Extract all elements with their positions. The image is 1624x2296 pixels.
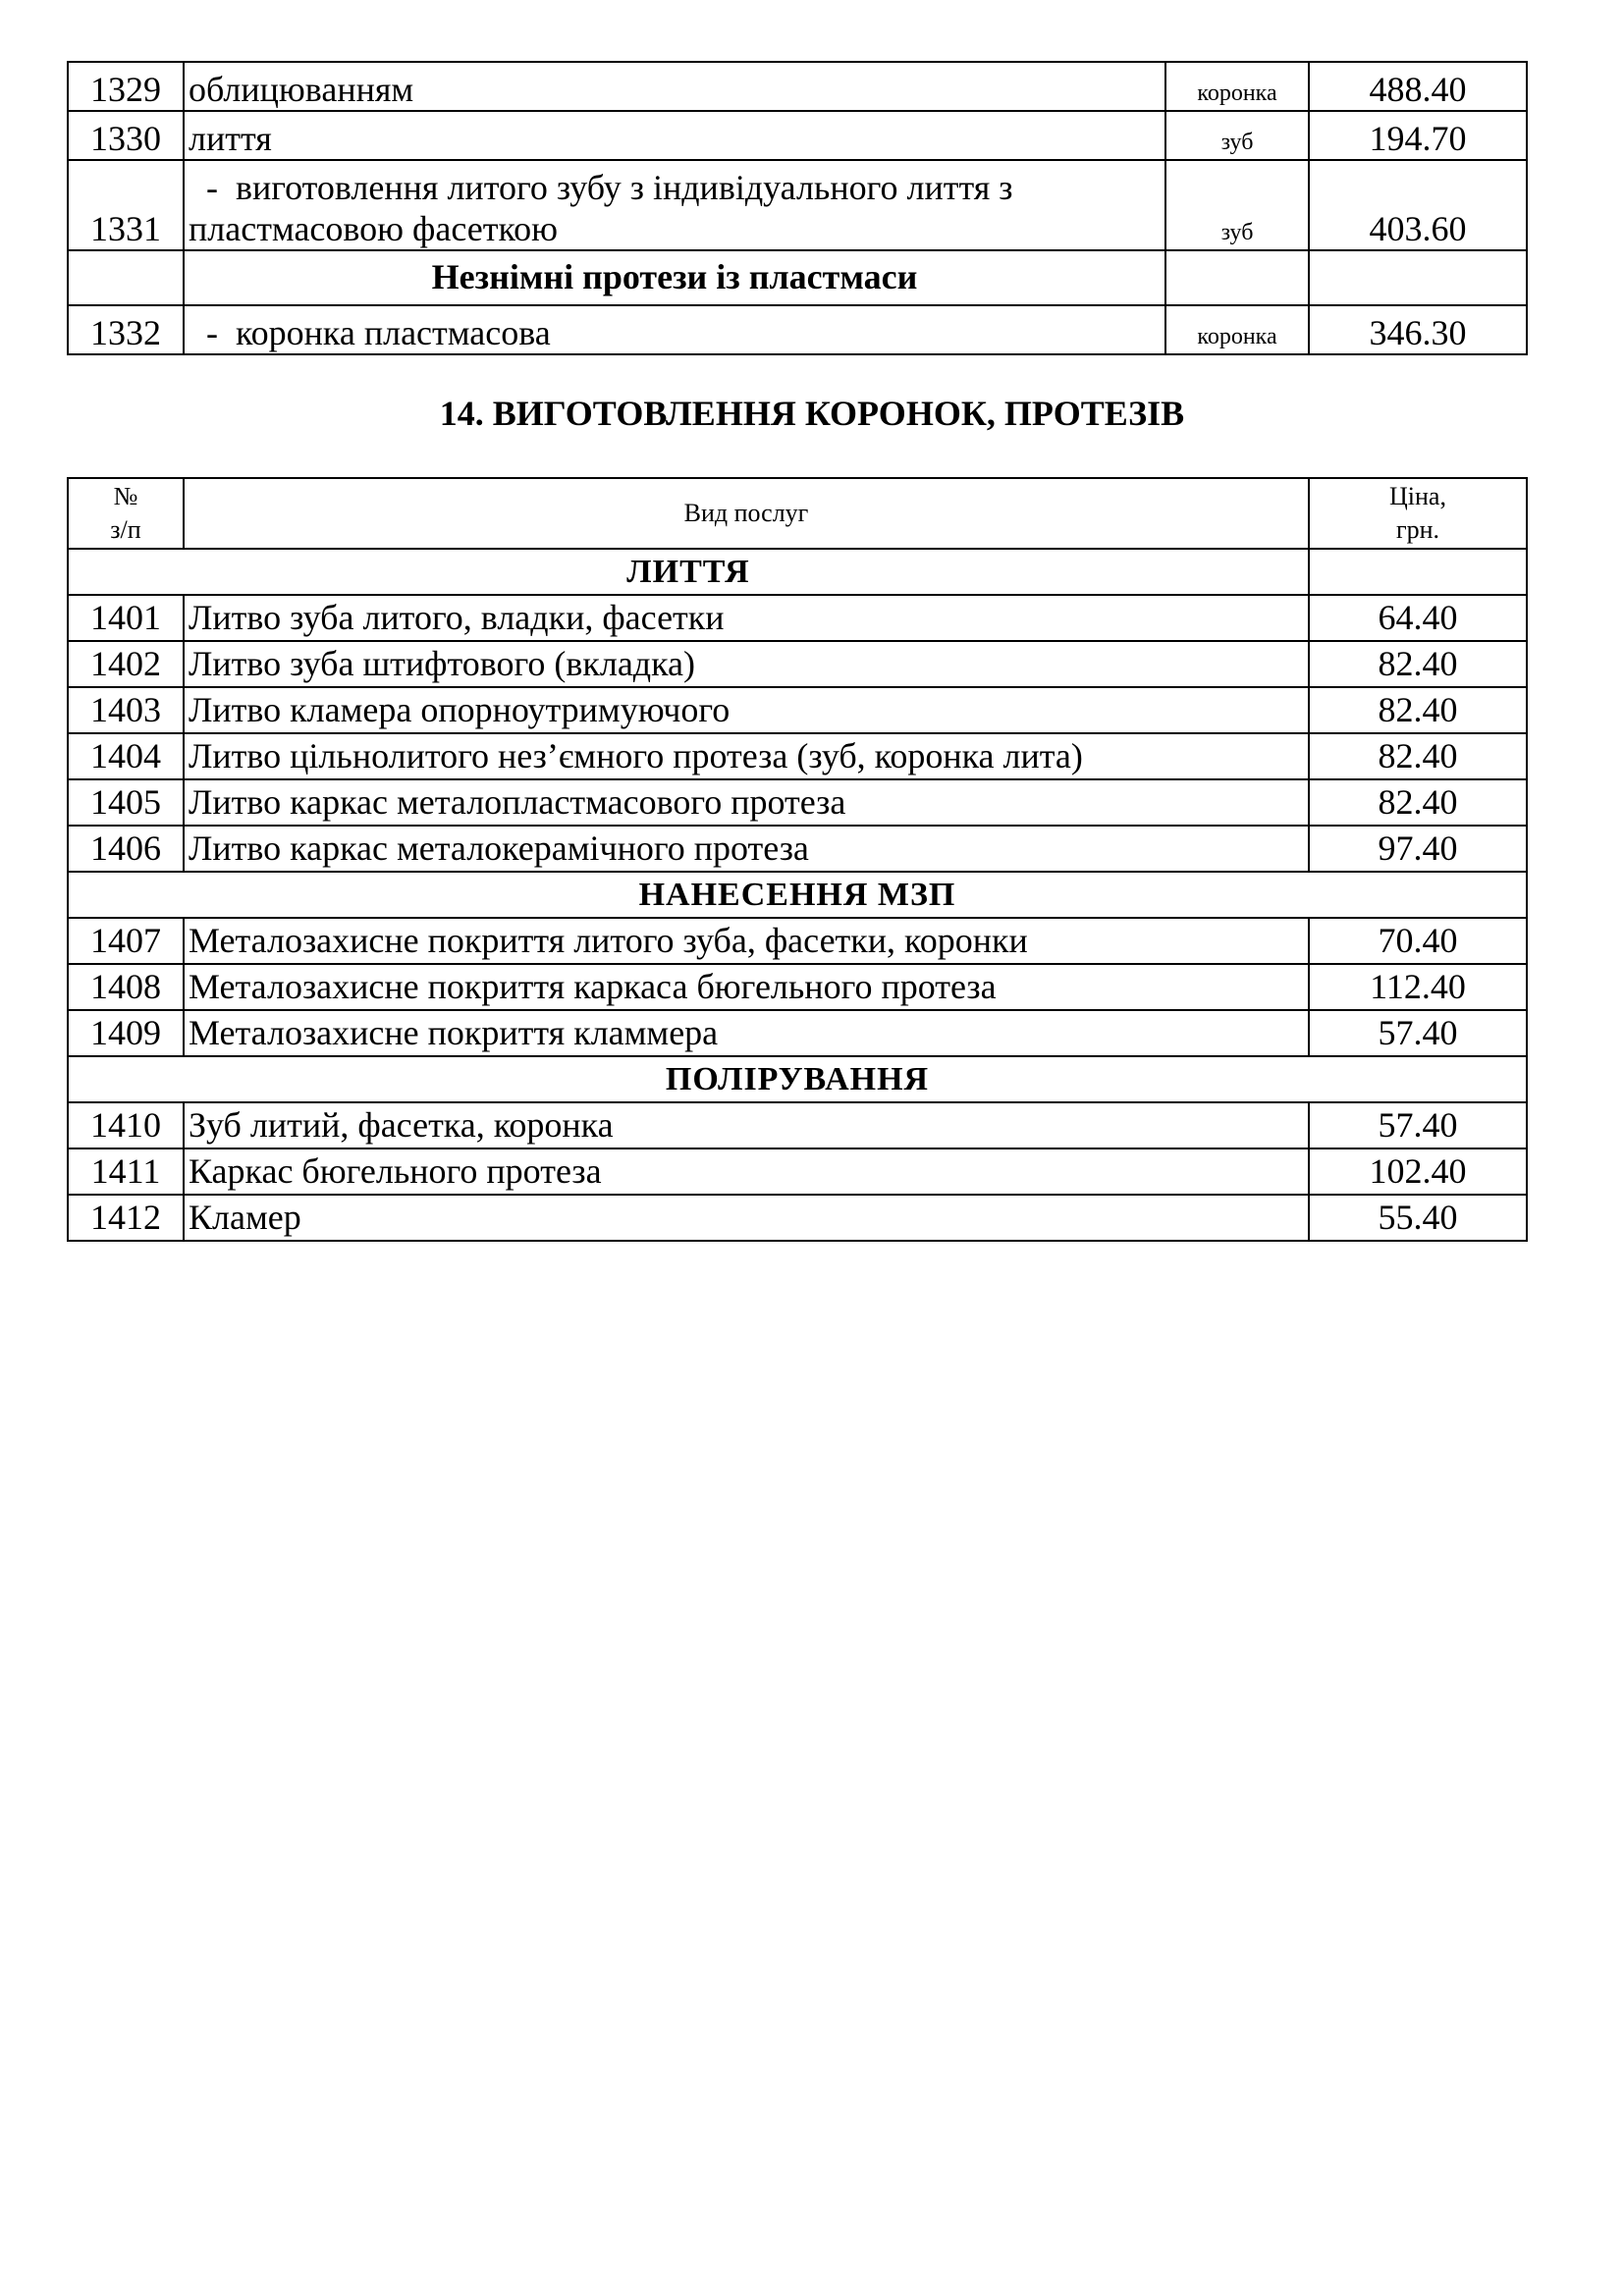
price-cell: 57.40 [1309,1010,1527,1056]
group-title: ЛИТТЯ [68,549,1309,595]
price-cell: 82.40 [1309,641,1527,687]
table-row [68,1148,1527,1195]
price-cell: 82.40 [1309,687,1527,733]
table-row [68,687,1527,733]
row-number: 1402 [68,641,184,687]
row-number: 1403 [68,687,184,733]
price-cell: 55.40 [1309,1195,1527,1241]
row-number: 1406 [68,826,184,872]
section-title: 14. ВИГОТОВЛЕННЯ КОРОНОК, ПРОТЕЗІВ [439,394,1185,433]
table-row [68,826,1527,872]
service-description: облицюванням [184,62,1165,111]
unit-cell: коронка [1165,62,1309,111]
service-description [184,160,1165,250]
table-row [68,595,1527,641]
row-number: 1329 [68,62,184,111]
service-description: Литво зуба штифтового (вкладка) [184,641,1309,687]
service-description: Литво каркас металокерамічного протеза [184,826,1309,872]
unit-cell: зуб [1165,160,1309,250]
row-number: 1411 [68,1148,184,1195]
header-number-symbol: № [113,482,138,511]
price-cell: 102.40 [1309,1148,1527,1195]
continued-price-table [67,61,1528,355]
table-row [68,111,1527,160]
table-row [68,964,1527,1010]
service-description: Литво зуба литого, владки, фасетки [184,595,1309,641]
header-price [1309,478,1527,549]
empty-cell [68,250,184,305]
service-description: Каркас бюгельного протеза [184,1148,1309,1195]
service-description: лиття [184,111,1165,160]
description-line: пластмасовою фасеткою [189,208,559,248]
table-row [68,1010,1527,1056]
row-number: 1407 [68,918,184,964]
table-body [68,549,1527,1241]
service-description: Литво кламера опорноутримуючого [184,687,1309,733]
price-cell: 82.40 [1309,733,1527,779]
empty-cell [1165,250,1309,305]
price-cell: 403.60 [1309,160,1527,250]
service-description: Литво цільнолитого нез’ємного протеза (зуб, коронка лита) [184,733,1309,779]
group-title: ПОЛІРУВАННЯ [68,1056,1527,1102]
service-description: Кламер [184,1195,1309,1241]
table-row [68,1102,1527,1148]
row-number: 1332 [68,305,184,354]
price-cell: 488.40 [1309,62,1527,111]
group-header-row [68,549,1527,595]
table-row [68,305,1527,354]
header-price-label: Ціна, [1389,482,1446,511]
price-cell: 64.40 [1309,595,1527,641]
header-number-abbr: з/п [110,515,141,544]
price-cell: 70.40 [1309,918,1527,964]
table-header-row [68,478,1527,549]
table-row [68,62,1527,111]
header-service: Вид послуг [184,478,1309,549]
price-cell: 346.30 [1309,305,1527,354]
services-price-table [67,477,1528,1242]
price-cell: 194.70 [1309,111,1527,160]
service-description: Металозахисне покриття литого зуба, фасетки, коронки [184,918,1309,964]
price-cell: 112.40 [1309,964,1527,1010]
row-number: 1405 [68,779,184,826]
table-row [68,779,1527,826]
row-number: 1331 [68,160,184,250]
table-row [68,641,1527,687]
group-header-row [68,872,1527,918]
price-cell: 57.40 [1309,1102,1527,1148]
service-description: Металозахисне покриття каркаса бюгельного протеза [184,964,1309,1010]
row-number: 1412 [68,1195,184,1241]
price-cell: 82.40 [1309,779,1527,826]
price-cell: 97.40 [1309,826,1527,872]
header-number [68,478,184,549]
subheader-row [68,250,1527,305]
service-description: - коронка пластмасова [184,305,1165,354]
service-description: Зуб литий, фасетка, коронка [184,1102,1309,1148]
row-number: 1408 [68,964,184,1010]
row-number: 1330 [68,111,184,160]
group-title: НАНЕСЕННЯ МЗП [68,872,1527,918]
table-row [68,160,1527,250]
service-description: Металозахисне покриття кламмера [184,1010,1309,1056]
empty-cell [1309,250,1527,305]
header-price-currency: грн. [1395,515,1440,544]
service-description: Литво каркас металопластмасового протеза [184,779,1309,826]
row-number: 1409 [68,1010,184,1056]
unit-cell: коронка [1165,305,1309,354]
row-number: 1404 [68,733,184,779]
table-row [68,1195,1527,1241]
unit-cell: зуб [1165,111,1309,160]
group-header-row [68,1056,1527,1102]
row-number: 1410 [68,1102,184,1148]
table-row [68,733,1527,779]
row-number: 1401 [68,595,184,641]
description-line: - виготовлення литого зубу з індивідуального лиття з [189,168,1013,208]
empty-cell [1309,549,1527,595]
table-row [68,918,1527,964]
subheader-title: Незнімні протези із пластмаси [184,250,1165,305]
